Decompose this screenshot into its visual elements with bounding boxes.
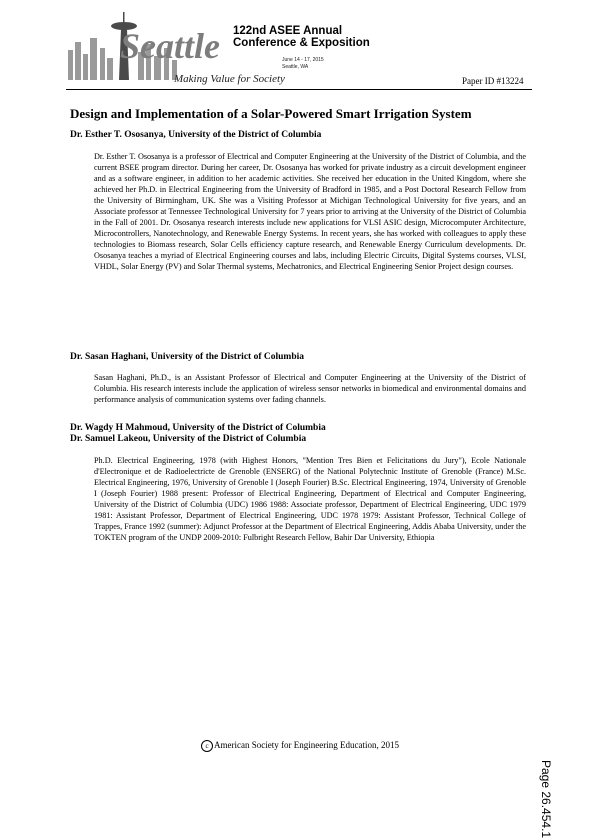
author-name: Dr. Sasan Haghani, University of the District of Columbia bbox=[70, 352, 304, 362]
conference-title-line2: Conference & Exposition bbox=[233, 37, 370, 49]
asee-seattle-logo bbox=[66, 12, 356, 90]
page-number: Page 26.454.1 bbox=[539, 760, 553, 838]
author-bio: Ph.D. Electrical Engineering, 1978 (with Highest Honors, "Mention Tres Bien et Felicitations du Jury"), Ecole Nationale d'Electronique et de Radioelectricte de Grenoble (ENSERG) of the National Polytechnic Institute of Grenoble (France) M.Sc. Electrical Engineering, 1976, University of Grenoble I (Joseph Fourier) B.Sc. Electrical Engineering, 1974, University of Grenoble I (Joseph Fourier) 1988 present: Professor of Electrical Engineering, Department of Electrical and Computer Engineering, University of the District of Columbia (UDC) 1986 1988: Associate professor, Department of Electrical Engineering, UDC 1979 1981: Assistant Professor, Department of Electrical Engineering, UDC 1978 1979: Assistant Professor, Technical College of Trappes, France 1992 (summer): Adjunct Professor at the Department of Electrical Engineering, Addis Ababa University, under the TOKTEN program of the UNDP 2009-2010: Fulbright Research Fellow, Bahir Dar University, Ethiopia bbox=[94, 456, 526, 543]
conference-dates: June 14 - 17, 2015 bbox=[282, 57, 324, 63]
footer-copyright bbox=[0, 740, 600, 752]
conference-location: Seattle, WA bbox=[282, 64, 309, 70]
paper-id: Paper ID #13224 bbox=[462, 76, 524, 86]
copyright-icon: c bbox=[201, 740, 213, 752]
footer-text: American Society for Engineering Education, 2015 bbox=[214, 740, 399, 751]
seattle-wordmark: Seattle bbox=[120, 26, 220, 66]
author-name: Dr. Esther T. Ososanya, University of the District of Columbia bbox=[70, 130, 322, 140]
conference-title bbox=[233, 25, 370, 49]
author-name: Dr. Samuel Lakeou, University of the District of Columbia bbox=[70, 434, 307, 444]
conference-details bbox=[282, 57, 324, 71]
paper-title: Design and Implementation of a Solar-Powered Smart Irrigation System bbox=[70, 106, 472, 121]
header-divider bbox=[66, 89, 532, 90]
author-bio: Sasan Haghani, Ph.D., is an Assistant Professor of Electrical and Computer Engineering at the University of the District of Columbia. His research interests include the application of wireless sensor networks in biomedical and environmental domains and performance analysis of communication systems over fading channels. bbox=[94, 373, 526, 405]
author-bio: Dr. Esther T. Ososanya is a professor of Electrical and Computer Engineering at the University of the District of Columbia, and the current BSEE program director. During her career, Dr. Ososanya has worked for private industry as a circuit development engineer and as a software engineer, in addition to her academic activities. She received her education in the United Kingdom, where she achieved her Ph.D. in Electrical Engineering from the University of Bradford in 1985, and a Post Doctoral Research Fellow from the University of Birmingham, UK. She was a Visiting Professor at Michigan Technological University for five years, and an Associate professor at Tennessee Technological University for 7 years prior to arriving at the University of the District of Columbia in the Fall of 2001. Dr. Ososanya research interests include new applications for VLSI ASIC design, Microcomputer Architecture, Microcontrollers, Nanotechnology, and Renewable Energy Systems. In recent years, she has worked with colleagues to apply these technologies to Biomass research, Solar Cells efficiency capture research, and Renewable Energy Curriculum developments. Dr. Ososanya teaches a myriad of Electrical Engineering courses and labs, including Electric Circuits, Digital Systems courses, VLSI, VHDL, Solar Energy (PV) and Solar Thermal systems, Mechatronics, and Electrical Engineering Senior Project design courses. bbox=[94, 152, 526, 272]
conference-tagline: Making Value for Society bbox=[174, 73, 285, 85]
conference-title-line1: 122nd ASEE Annual bbox=[233, 25, 343, 37]
author-name: Dr. Wagdy H Mahmoud, University of the District of Columbia bbox=[70, 423, 326, 433]
